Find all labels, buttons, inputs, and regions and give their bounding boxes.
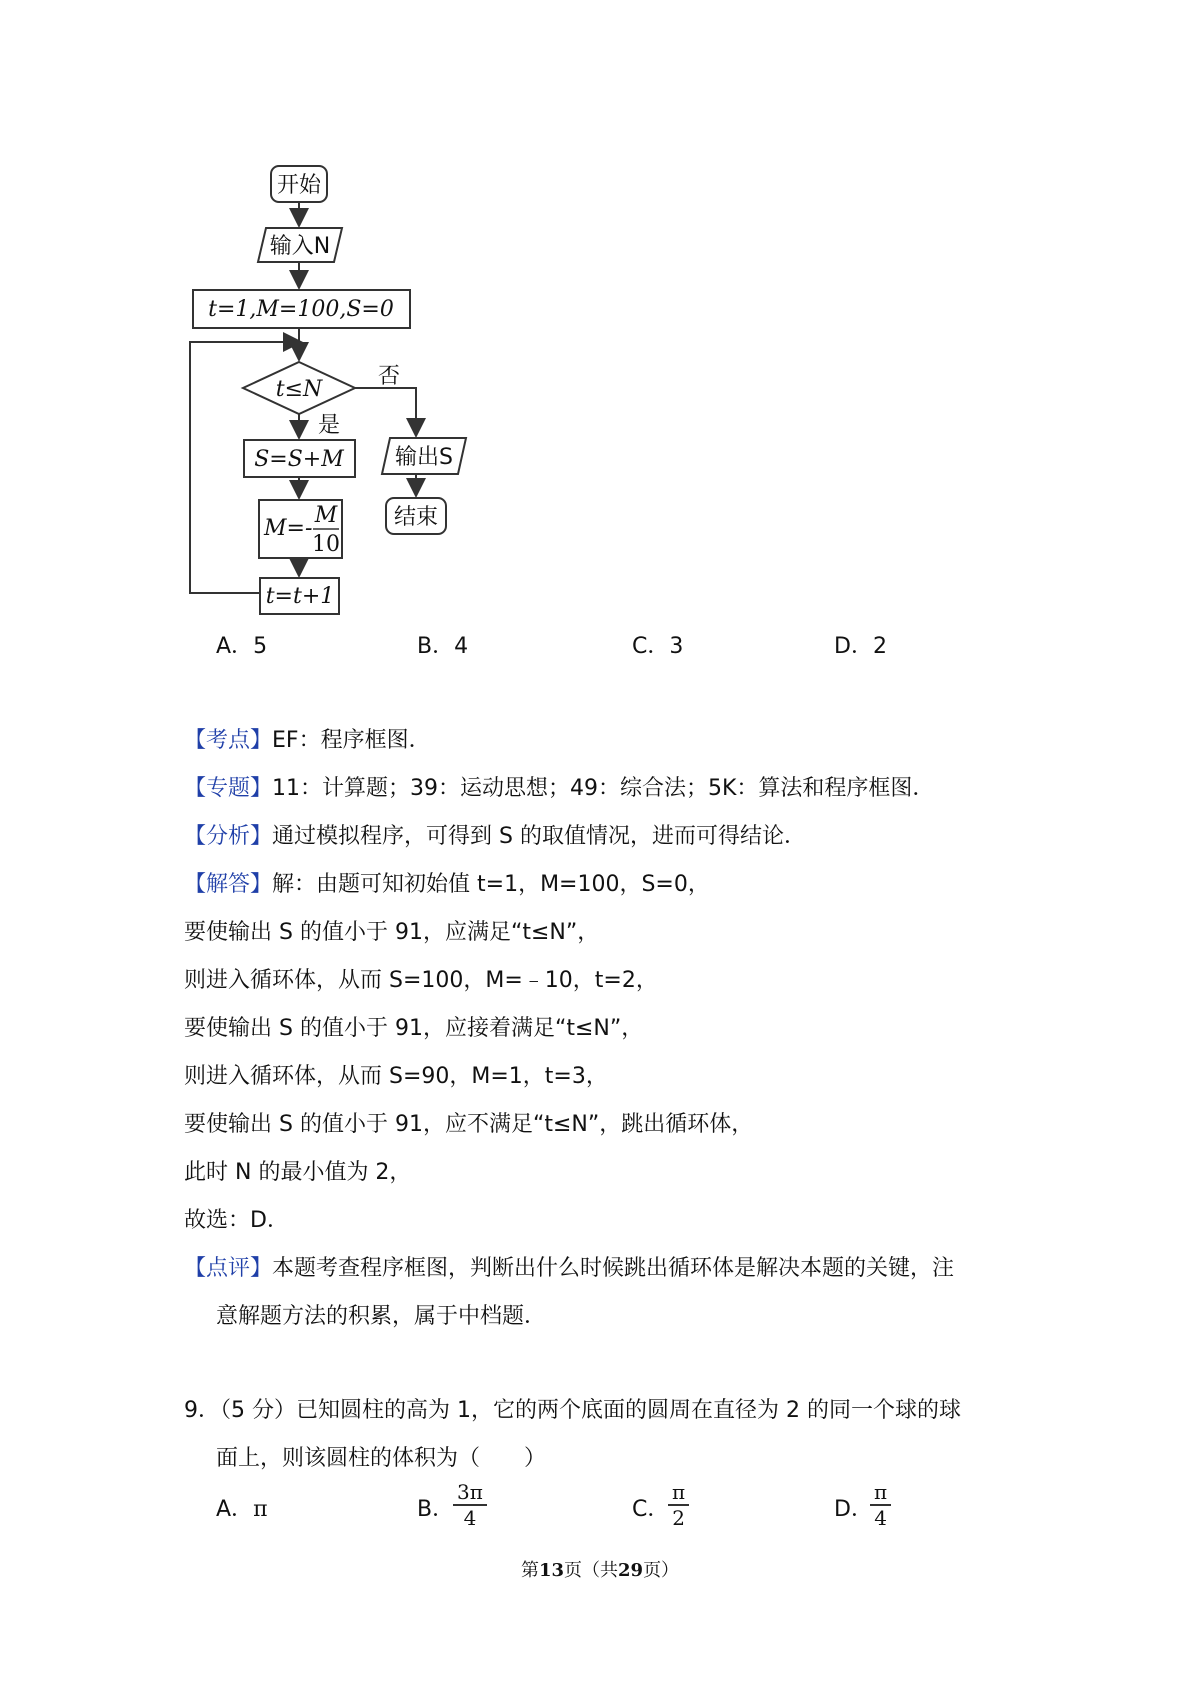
flowchart-init-label: t=1,M=100,S=0 <box>208 297 394 322</box>
flowchart-m-prefix: M=- <box>264 516 313 541</box>
dianping-line-2: 意解题方法的积累，属于中档题． <box>216 1304 547 1329</box>
jieda-line: 【解答】解：由题可知初始值 t=1，M=100，S=0， <box>184 872 710 897</box>
q9-option-b-key: B． <box>417 1497 455 1522</box>
flowchart-t-label: t=t+1 <box>265 584 335 609</box>
flowchart-m-numerator: M <box>314 503 338 528</box>
flowchart <box>0 0 1200 640</box>
q9-stem-line-1: 9．（5 分）已知圆柱的高为 1，它的两个底面的圆周在直径为 2 的同一个球的球 <box>184 1398 961 1423</box>
q8-option-d: D．2 <box>834 634 887 659</box>
solution-line: 要使输出 S 的值小于 91，应满足“t≤N”， <box>184 920 600 945</box>
solution-line: 故选：D． <box>184 1208 289 1233</box>
solution-line: 则进入循环体，从而 S=100，M=﹣10，t=2， <box>184 968 658 993</box>
flowchart-condition-label: t≤N <box>275 377 323 402</box>
solution-line: 要使输出 S 的值小于 91，应不满足“t≤N”，跳出循环体， <box>184 1112 754 1137</box>
flowchart-output-label: 输出S <box>395 445 453 470</box>
q9-stem-line-2: 面上，则该圆柱的体积为（ ） <box>216 1446 547 1471</box>
kaodian-line: 【考点】EF：程序框图． <box>184 728 431 753</box>
solution-line: 要使输出 S 的值小于 91，应接着满足“t≤N”， <box>184 1016 644 1041</box>
q8-option-a: A．5 <box>216 634 268 659</box>
dianping-line: 【点评】本题考查程序框图，判断出什么时候跳出循环体是解决本题的关键，注 <box>184 1256 955 1281</box>
q9-option-b-fraction: $\frac{3\pi}{4}$ <box>453 1480 487 1530</box>
q9-option-c-fraction: $\frac{\pi}{2}$ <box>668 1480 689 1530</box>
page-footer: 第13页（共29页） <box>520 1560 680 1581</box>
zhuanti-line: 【专题】11：计算题；39：运动思想；49：综合法；5K：算法和程序框图． <box>184 776 935 801</box>
q9-option-d-fraction: $\frac{\pi}{4}$ <box>870 1480 891 1530</box>
q8-option-c: C．3 <box>632 634 684 659</box>
q9-option-d-key: D． <box>834 1497 873 1522</box>
flowchart-yes-label: 是 <box>318 413 341 438</box>
flowchart-end-label: 结束 <box>393 505 439 530</box>
solution-line: 则进入循环体，从而 S=90，M=1，t=3， <box>184 1064 608 1089</box>
flowchart-start-label: 开始 <box>276 173 322 198</box>
solution-line: 此时 N 的最小值为 2， <box>184 1160 412 1185</box>
flowchart-sum-label: S=S+M <box>254 447 344 472</box>
q9-option-a: A．π <box>216 1497 268 1522</box>
q8-option-b: B．4 <box>417 634 469 659</box>
flowchart-input-label: 输入N <box>269 234 331 259</box>
flowchart-m-denominator: 10 <box>312 532 340 557</box>
flowchart-no-label: 否 <box>378 364 401 389</box>
q9-option-c-key: C． <box>632 1497 670 1522</box>
fenxi-line: 【分析】通过模拟程序，可得到 S 的取值情况，进而可得结论． <box>184 824 806 849</box>
